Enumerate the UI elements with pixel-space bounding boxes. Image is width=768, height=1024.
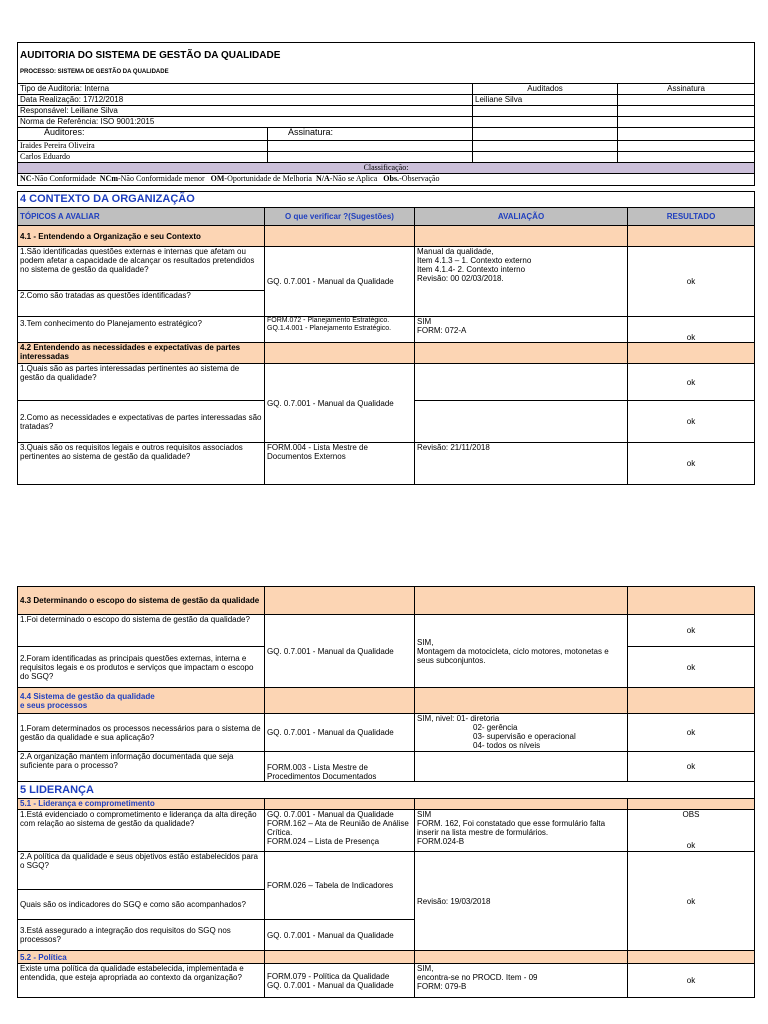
question-5-2-1: Existe uma política da qualidade estabelecida, implementada e entendida, que esteja apropriada ao contexto da organização?: [18, 964, 265, 998]
auditor-2: Carlos Eduardo: [18, 152, 268, 163]
verify-4-3: GQ. 0.7.001 - Manual da Qualidade: [265, 615, 415, 688]
evaluation-4-3: SIM, Montagem da motocicleta, ciclo motores, motonetas e seus subconjuntos.: [415, 615, 628, 688]
result-4-1-3: ok: [628, 317, 755, 343]
result-4-1: ok: [628, 247, 755, 317]
question-5-1-3: Quais são os indicadores do SGQ e como são acompanhados?: [18, 890, 265, 920]
audit-type: Tipo de Auditoria: Interna: [18, 84, 473, 95]
section-4-title: 4 CONTEXTO DA ORGANIZAÇÃO: [18, 192, 755, 208]
question-4-2-2: 2.Como as necessidades e expectativas de partes interessadas são tratadas?: [18, 401, 265, 443]
result-4-4-1: ok: [628, 714, 755, 752]
audit-header-table: [17, 42, 755, 186]
evaluation-5-1-1: SIM FORM. 162, Foi constatado que esse formulário falta inserir na lista mestre de formulários. FORM.024-B: [415, 810, 628, 852]
result-4-4-2: ok: [628, 752, 755, 782]
verify-5-1-2: FORM.026 – Tabela de Indicadores: [265, 852, 415, 920]
subsection-5-1: 5.1 - Liderança e comprometimento: [18, 799, 265, 810]
process-name: PROCESSO: SISTEMA DE GESTÃO DA QUALIDADE: [20, 69, 169, 75]
question-5-1-2: 2.A política da qualidade e seus objetivos estão estabelecidos para o SGQ?: [18, 852, 265, 890]
auditados-label: Auditados: [473, 84, 618, 95]
result-4-3-1: ok: [628, 615, 755, 647]
subsection-4-3: 4.3 Determinando o escopo do sistema de gestão da qualidade: [18, 587, 265, 615]
question-4-3-2: 2.Foram identificadas as principais questões externas, interna e requisitos legais e os produtos e serviços que impactam o escopo do SGQ?: [18, 647, 265, 688]
result-4-2-3: ok: [628, 443, 755, 485]
auditor-1: Iraides Pereira Oliveira: [18, 141, 268, 152]
evaluation-4-4-1: SIM, nivel: 01- diretoria 02- gerência 03- supervisão e operacional 04- todos os níveis: [415, 714, 628, 752]
auditores-label: Auditores:: [18, 128, 268, 141]
question-4-4-2: 2.A organização mantem informação documentada que seja suficiente para o processo?: [18, 752, 265, 782]
result-4-2-2: ok: [628, 401, 755, 443]
result-4-2-1: ok: [628, 364, 755, 401]
evaluation-5-1-2: Revisão: 19/03/2018: [415, 852, 628, 951]
verify-4-4-1: GQ. 0.7.001 - Manual da Qualidade: [265, 714, 415, 752]
responsible: Responsável: Leiliane Silva: [18, 106, 473, 117]
result-5-2-1: ok: [628, 964, 755, 998]
result-5-1-2: ok: [628, 852, 755, 951]
verify-4-1: GQ. 0.7.001 - Manual da Qualidade: [265, 247, 415, 317]
assinatura2-label: Assinatura:: [268, 128, 473, 141]
col-avaliacao: AVALIAÇÃO: [415, 208, 628, 226]
question-4-2-3: 3.Quais são os requisitos legais e outros requisitos associados pertinentes ao sistema de gestão da qualidade?: [18, 443, 265, 485]
subsection-5-2: 5.2 - Política: [18, 951, 265, 964]
subsection-4-1: 4.1 - Entendendo a Organização e seu Contexto: [18, 226, 265, 247]
evaluation-4-1-3: SIM FORM: 072-A: [415, 317, 628, 343]
verify-5-1-4: GQ. 0.7.001 - Manual da Qualidade: [265, 920, 415, 951]
question-4-3-1: 1.Foi determinado o escopo do sistema de gestão da qualidade?: [18, 615, 265, 647]
question-4-2-1: 1.Quais são as partes interessadas pertinentes ao sistema de gestão da qualidade?: [18, 364, 265, 401]
evaluation-4-2-3: Revisão: 21/11/2018: [415, 443, 628, 485]
reference-norm: Norma de Referência: ISO 9001:2015: [18, 117, 473, 128]
section-4-5-table: [17, 586, 755, 998]
section-5-title: 5 LIDERANÇA: [18, 782, 755, 799]
section-4-table: [17, 191, 755, 485]
audit-title: AUDITORIA DO SISTEMA DE GESTÃO DA QUALIDADE: [20, 50, 281, 61]
auditado-name: Leiliane Silva: [473, 95, 618, 106]
result-4-3-2: ok: [628, 647, 755, 688]
question-4-1-2: 2.Como são tratadas as questões identificadas?: [18, 291, 265, 317]
result-5-1-1: OBS ok: [628, 810, 755, 852]
question-5-1-4: 3.Está assegurado a integração dos requisitos do SGQ nos processos?: [18, 920, 265, 951]
question-4-1-3: 3.Tem conhecimento do Planejamento estratégico?: [18, 317, 265, 343]
evaluation-5-2-1: SIM, encontra-se no PROCD. Item - 09 FORM: 079-B: [415, 964, 628, 998]
verify-4-4-2: FORM.003 - Lista Mestre de Procedimentos Documentados: [265, 752, 415, 782]
classification-legend: NC-Não Conformidade NCm-Não Conformidade menor OM-Oportunidade de Melhoria N/A-Não se Aplica Obs.-Observação: [18, 174, 755, 186]
verify-4-2: GQ. 0.7.001 - Manual da Qualidade: [265, 364, 415, 443]
verify-5-1-1: GQ. 0.7.001 - Manual da Qualidade FORM.162 – Ata de Reunião de Análise Crítica. FORM.024 – Lista de Presença: [265, 810, 415, 852]
col-verificar: O que verificar ?(Sugestões): [265, 208, 415, 226]
subsection-4-4: 4.4 Sistema de gestão da qualidade e seus processos: [18, 688, 265, 714]
verify-4-1-3: FORM.072 - Planejamento Estratégico. GQ.1.4.001 - Planejamento Estratégico.: [265, 317, 415, 343]
evaluation-4-1: Manual da qualidade, Item 4.1.3 – 1. Contexto externo Item 4.1.4- 2. Contexto interno Revisão: 00 02/03/2018.: [415, 247, 628, 317]
classification-label: Classificação:: [18, 163, 755, 174]
question-5-1-1: 1.Está evidenciado o comprometimento e liderança da alta direção com relação ao sistema de gestão da qualidade?: [18, 810, 265, 852]
question-4-4-1: 1.Foram determinados os processos necessários para o sistema de gestão da qualidade e sua aplicação?: [18, 714, 265, 752]
subsection-4-2: 4.2 Entendendo as necessidades e expectativas de partes interessadas: [18, 343, 265, 364]
question-4-1-1: 1.São identificadas questões externas e internas que afetam ou podem afetar a capacidade de alcançar os resultados pretendidos no sistema de gestão da qualidade?: [18, 247, 265, 291]
verify-4-2-3: FORM.004 - Lista Mestre de Documentos Externos: [265, 443, 415, 485]
audit-date: Data Realização: 17/12/2018: [18, 95, 473, 106]
verify-5-2-1: FORM.079 - Política da Qualidade GQ. 0.7.001 - Manual da Qualidade: [265, 964, 415, 998]
col-resultado: RESULTADO: [628, 208, 755, 226]
col-topicos: TÓPICOS A AVALIAR: [18, 208, 265, 226]
assinatura-label: Assinatura: [618, 84, 755, 95]
